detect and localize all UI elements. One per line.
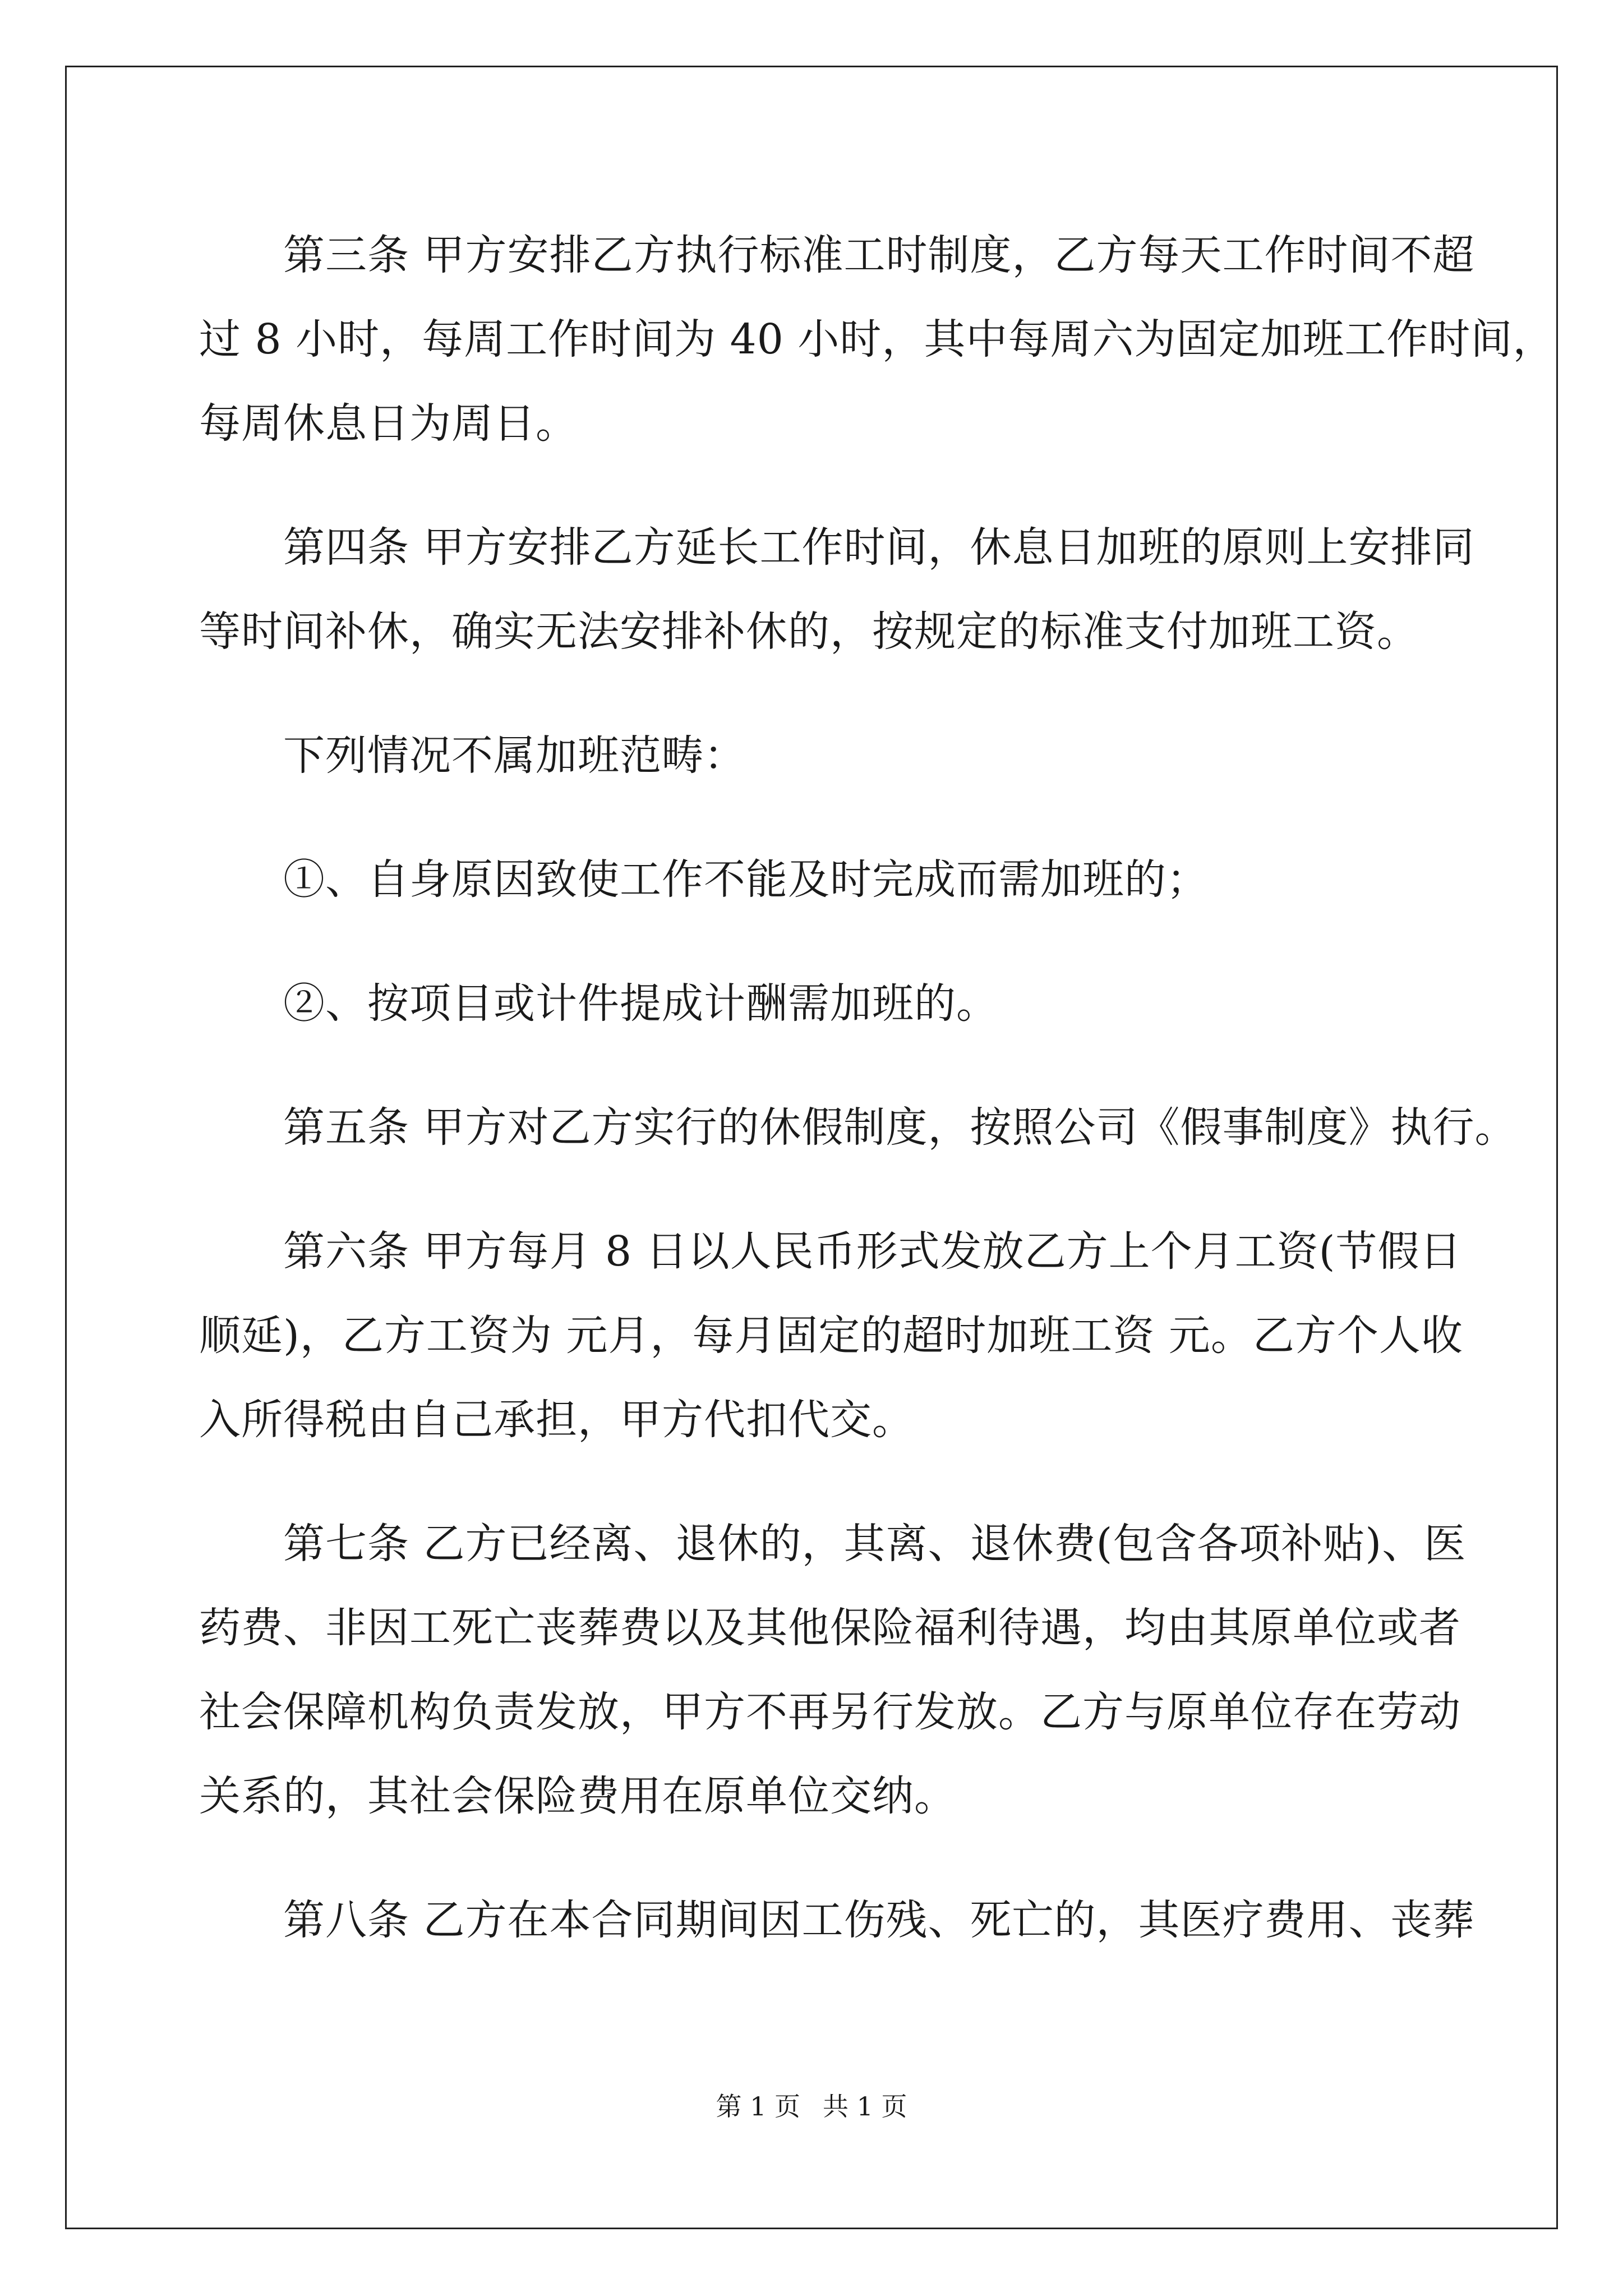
text-line: 第三条 甲方安排乙方执行标准工时制度，乙方每天工作时间不超 xyxy=(283,231,1475,279)
text-line: 社会保障机构负责发放，甲方不再另行发放。乙方与原单位存在劳动 xyxy=(199,1688,1461,1736)
paragraph-exclusions-intro xyxy=(199,714,1427,798)
paragraph-article-4 xyxy=(199,505,1475,674)
page-footer xyxy=(0,2090,1623,2123)
paragraph-article-8 xyxy=(199,1878,1475,1962)
text-line: 第五条 甲方对乙方实行的休假制度，按照公司《假事制度》执行。 xyxy=(283,1103,1517,1152)
list-item-exclusion-1 xyxy=(199,838,1427,922)
paragraph-article-6 xyxy=(199,1209,1463,1462)
text-line: 第八条 乙方在本合同期间因工伤残、死亡的，其医疗费用、丧葬 xyxy=(283,1896,1475,1944)
paragraph-article-3 xyxy=(199,213,1555,466)
text-line: 顺延)，乙方工资为 元月，每月固定的超时加班工资 元。乙方个人收 xyxy=(199,1312,1463,1360)
list-item-exclusion-2 xyxy=(199,961,1427,1046)
text-line: ②、按项目或计件提成计酬需加班的。 xyxy=(283,979,998,1028)
page-number: 第 1 页 xyxy=(716,2091,800,2122)
text-line: ①、自身原因致使工作不能及时完成而需加班的； xyxy=(283,855,1209,904)
text-line: 药费、非因工死亡丧葬费以及其他保险福利待遇，均由其原单位或者 xyxy=(199,1604,1461,1652)
text-line: 第六条 甲方每月 8 日以人民币形式发放乙方上个月工资(节假日 xyxy=(283,1227,1462,1276)
paragraph-article-7 xyxy=(199,1502,1467,1838)
document-body xyxy=(199,213,1555,2002)
page-total: 共 1 页 xyxy=(823,2091,907,2122)
text-line: 过 8 小时，每周工作时间为 40 小时，其中每周六为固定加班工作时间， xyxy=(199,315,1555,364)
text-line: 等时间补休，确实无法安排补休的，按规定的标准支付加班工资。 xyxy=(199,608,1419,656)
text-line: 第四条 甲方安排乙方延长工作时间，休息日加班的原则上安排同 xyxy=(283,523,1475,572)
text-line: 每周休息日为周日。 xyxy=(199,399,578,448)
text-line: 第七条 乙方已经离、退休的，其离、退休费(包含各项补贴)、医 xyxy=(283,1520,1467,1568)
text-line: 关系的，其社会保险费用在原单位交纳。 xyxy=(199,1772,956,1820)
text-line: 下列情况不属加班范畴： xyxy=(283,731,746,780)
paragraph-article-5 xyxy=(199,1085,1517,1170)
text-line: 入所得税由自己承担，甲方代扣代交。 xyxy=(199,1396,914,1444)
